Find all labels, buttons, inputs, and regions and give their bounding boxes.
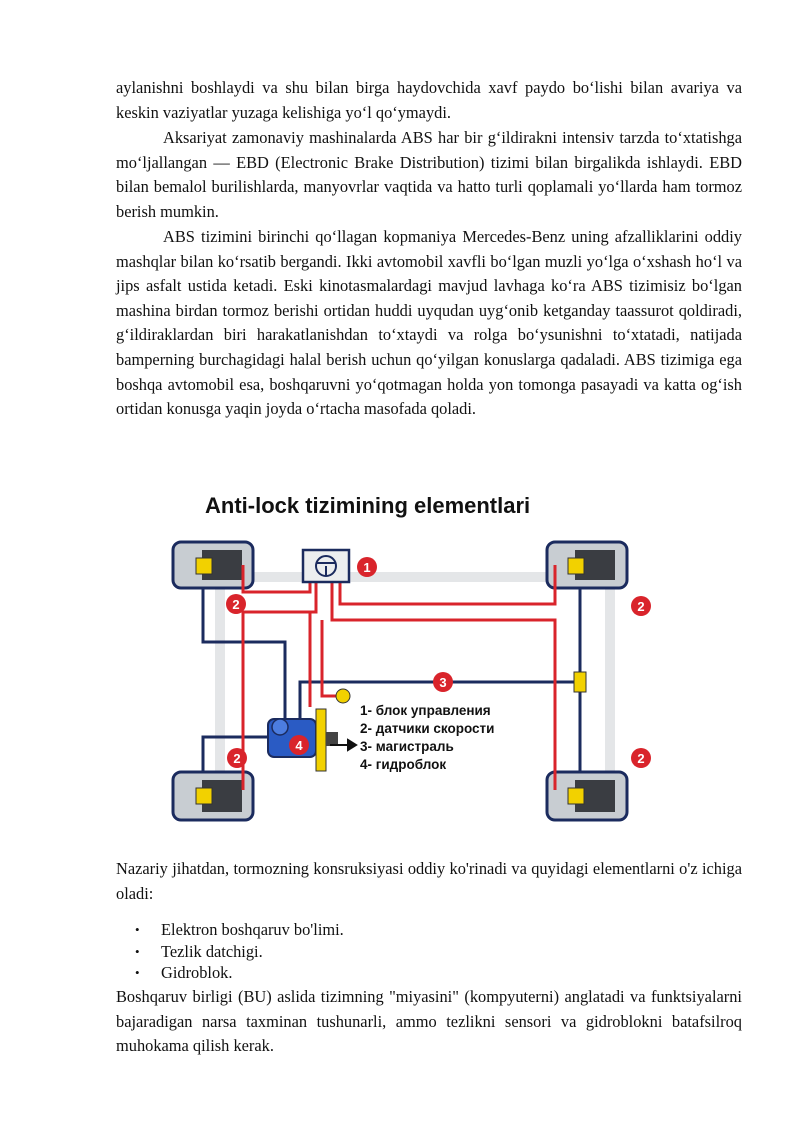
figure-legend: [360, 703, 494, 772]
legend-item: 3- магистраль: [360, 739, 454, 754]
figure-title: Anti-lock tizimining elementlari: [205, 493, 531, 518]
badge-2: [631, 748, 651, 768]
paragraph-control-unit: Boshqaruv birligi (BU) aslida tizimning "miyasini" (kompyuterni) anglatadi va funktsiyalarni bajaradigan narsa taxminan tushunarli, ammo tezlikni sensori va gidroblokni batafsilroq muhokama qilish kerak.: [116, 987, 742, 1056]
svg-text:2: 2: [233, 751, 241, 766]
badge-4: [289, 735, 309, 755]
svg-text:2: 2: [637, 751, 645, 766]
legend-item: 2- датчики скорости: [360, 721, 495, 736]
svg-text:3: 3: [439, 675, 447, 690]
control-unit: [303, 550, 349, 582]
badge-2: [226, 594, 246, 614]
badge-1: [357, 557, 377, 577]
legend-item: 4- гидроблок: [360, 757, 447, 772]
feature-list: [130, 919, 344, 984]
svg-text:2: 2: [232, 597, 240, 612]
svg-text:2: 2: [637, 599, 645, 614]
list-item: • Gidroblok.: [130, 962, 344, 984]
badge-2: [227, 748, 247, 768]
wheel-rear-left: [173, 772, 253, 820]
paragraph-mercedes-benz: ABS tizimini birinchi qo‘llagan kopmaniya Mercedes-Benz uning afzalliklarini oddiy mashqlar bilan ko‘rsatib bergandi. Ikki avtomobil xavfli bo‘lgan muzli yo‘lga o‘xshash ho‘l va jips asfalt ustida ketadi. Eski kinotasmalardagi mavjud lavhaga ko‘ra ABS tizimisiz bo‘lgan mashina birdan tormoz berishi ortidan huddi uyqudan uyg‘onib ketganday taassurot qoldiradi, g‘ildiraklardan biri harakatlanishdan to‘xtaydi va rolga bo‘ysunishni to‘xtatadi, natijada bamperning burchagidagi halal berish uchun qo‘yilgan konuslarga qadaladi. ABS tizimiga ega boshqa avtomobil esa, boshqaruvni yo‘qotmagan holda yon tomonga pasayadi va katta og‘ish ortidan konusga yaqin joyda o‘rtacha masofada qoladi.: [116, 227, 742, 419]
wheel-front-left: [173, 542, 253, 588]
wheel-rear-right: [547, 772, 627, 820]
badge-2: [631, 596, 651, 616]
svg-text:1: 1: [363, 560, 371, 575]
svg-text:4: 4: [295, 738, 303, 753]
badge-3: [433, 672, 453, 692]
junction-block: [574, 672, 586, 692]
abs-diagram: [160, 532, 670, 832]
paragraph-theory: Nazariy jihatdan, tormozning konsruksiyasi oddiy ko'rinadi va quyidagi elementlarni o'z ichiga oladi:: [116, 859, 742, 903]
wheel-front-right: [547, 542, 627, 588]
paragraph-abs-intro: aylanishni boshlaydi va shu bilan birga haydovchida xavf paydo bo‘lishi bilan avariya va keskin vaziyatlar yuzaga kelishiga yo‘l qo‘ymaydi.: [116, 78, 742, 122]
signal-lamp: [336, 689, 350, 703]
list-item: • Tezlik datchigi.: [130, 941, 344, 963]
paragraph-ebd: Aksariyat zamonaviy mashinalarda ABS har bir g‘ildirakni intensiv tarzda to‘xtatishga mo‘ljallangan — EBD (Electronic Brake Distribution) tizimi bilan birgalikda ishlaydi. EBD bilan bemalol burilishlarda, manyovrlar vaqtida va hatto turli qoplamali yo‘llarda ham tormoz berish mumkin.: [116, 128, 742, 221]
legend-item: 1- блок управления: [360, 703, 491, 718]
list-item: • Elektron boshqaruv bo'limi.: [130, 919, 344, 941]
